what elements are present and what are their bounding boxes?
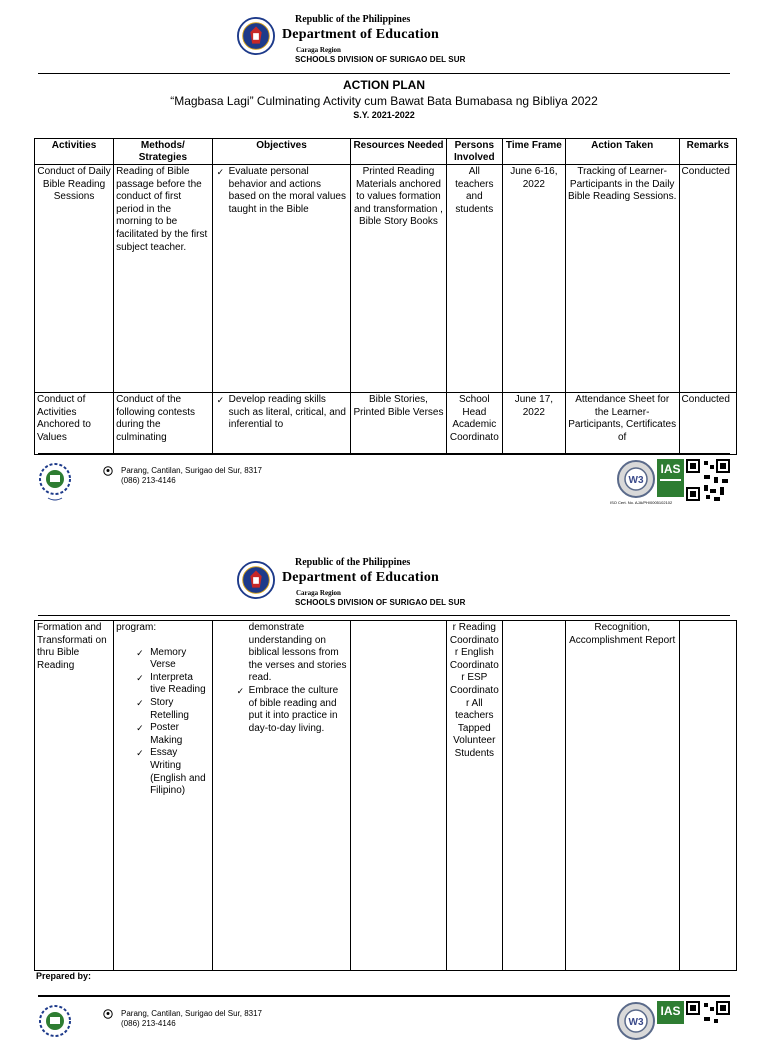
location-icon — [103, 466, 113, 476]
action-plan-table — [34, 138, 737, 455]
division-label: SCHOOLS DIVISION OF SURIGAO DEL SUR — [295, 598, 466, 607]
cell-resources: Bible Stories, Printed Bible Verses — [351, 393, 446, 455]
column-header: Objectives — [212, 139, 351, 165]
division-label: SCHOOLS DIVISION OF SURIGAO DEL SUR — [295, 55, 466, 64]
cell-persons: School Head Academic Coordinato — [446, 393, 502, 455]
objective-item: ✓ Embrace the culture of bible reading and put it into practice in day-to-day living. — [249, 685, 349, 735]
ias-badge — [657, 1001, 684, 1024]
cell-resources — [351, 621, 446, 971]
method-item: ✓ Memory Verse — [150, 647, 210, 672]
phone-text: (086) 213-4146 — [121, 1019, 176, 1028]
method-intro: program: — [116, 622, 157, 633]
region-label: Caraga Region — [296, 46, 341, 54]
cell-persons: r Reading Coordinato r English Coordinato r ESP Coordinato r All teachers Tapped Volunteer Students — [446, 621, 502, 971]
header-divider — [38, 73, 730, 74]
deped-seal-icon — [237, 561, 275, 599]
column-header: Time Frame — [502, 139, 565, 165]
cell-remarks: Conducted — [679, 165, 736, 393]
cell-method: Reading of Bible passage before the conduct of first period in the morning to be facilitated by the first subject teacher. — [114, 165, 213, 393]
cell-time-frame: June 6-16, 2022 — [502, 165, 565, 393]
department-label: Department of Education — [282, 570, 440, 585]
region-label: Caraga Region — [296, 589, 341, 597]
department-label: Department of Education — [282, 27, 440, 42]
column-header: Resources Needed — [351, 139, 446, 165]
table-row — [35, 621, 737, 971]
cell-action-taken: Recognition, Accomplishment Report — [565, 621, 679, 971]
prepared-by-label: Prepared by: — [36, 971, 92, 981]
column-header: Methods/ Strategies — [114, 139, 213, 165]
address-text: Parang, Cantilan, Surigao del Sur, 8317 — [121, 1009, 262, 1018]
objective-item: ✓ Develop reading skills such as literal, critical, and inferential to — [229, 394, 349, 432]
republic-label: Republic of the Philippines — [295, 14, 411, 25]
phone-text: (086) 213-4146 — [121, 476, 176, 485]
location-icon — [103, 1009, 113, 1019]
cell-persons: All teachers and students — [446, 165, 502, 393]
school-logo-icon — [38, 1004, 72, 1044]
cell-method: Conduct of the following contests during the culminating — [114, 393, 213, 455]
column-header: Remarks — [679, 139, 736, 165]
ias-label: IAS — [660, 462, 681, 476]
qr-code-icon — [686, 459, 730, 501]
cell-time-frame — [502, 621, 565, 971]
column-header: Action Taken — [565, 139, 679, 165]
deped-seal-icon — [237, 17, 275, 55]
cell-objectives — [212, 621, 351, 971]
address-text: Parang, Cantilan, Surigao del Sur, 8317 — [121, 466, 262, 475]
ias-label: IAS — [660, 1004, 681, 1018]
school-year: S.Y. 2021-2022 — [353, 110, 415, 120]
header-divider — [38, 615, 730, 616]
iso-cert-number: ISO Cert. No. AJA/PH/0005102102 — [610, 500, 673, 505]
cell-activity: Conduct of Daily Bible Reading Sessions — [35, 165, 114, 393]
cell-remarks — [679, 621, 736, 971]
cell-activity: Conduct of Activities Anchored to Values — [35, 393, 114, 455]
table-header-row — [35, 139, 737, 165]
cell-time-frame: June 17, 2022 — [502, 393, 565, 455]
action-plan-table-continued — [34, 620, 737, 971]
iso-certification-icon — [616, 1001, 656, 1041]
page-title: ACTION PLAN — [343, 78, 425, 92]
method-item: ✓ Poster Making — [150, 722, 210, 747]
cell-activity: Formation and Transformati on thru Bible Reading — [35, 621, 114, 971]
method-item: ✓ Interpreta tive Reading — [150, 672, 210, 697]
column-header: Activities — [35, 139, 114, 165]
cell-action-taken: Tracking of Learner-Participants in the Daily Bible Reading Sessions. — [565, 165, 679, 393]
objective-text: demonstrate understanding on biblical lessons from the verses and stories read. — [248, 622, 347, 684]
objective-item: ✓ Evaluate personal behavior and actions based on the moral values taught in the Bible — [229, 166, 349, 216]
ias-badge — [657, 459, 684, 497]
republic-label: Republic of the Philippines — [295, 557, 411, 568]
column-header: Persons Involved — [446, 139, 502, 165]
table-row — [35, 393, 737, 455]
method-item: ✓ Story Retelling — [150, 697, 210, 722]
cell-remarks: Conducted — [679, 393, 736, 455]
cell-method — [114, 621, 213, 971]
cell-action-taken: Attendance Sheet for the Learner-Participants, Certificates of — [565, 393, 679, 455]
footer-divider — [38, 453, 730, 455]
footer-divider — [38, 995, 730, 997]
svg-text:W3: W3 — [628, 475, 644, 486]
activity-title: “Magbasa Lagi” Culminating Activity cum Bawat Bata Bumabasa ng Bibliya 2022 — [170, 94, 598, 108]
iso-certification-icon — [616, 459, 656, 499]
cell-objectives — [212, 393, 351, 455]
method-item: ✓ Essay Writing (English and Filipino) — [150, 747, 210, 797]
qr-code-icon — [686, 1001, 730, 1024]
svg-text:W3: W3 — [628, 1017, 644, 1028]
school-logo-icon — [38, 462, 72, 502]
cell-resources: Printed Reading Materials anchored to values formation and transformation , Bible Story Books — [351, 165, 446, 393]
table-row — [35, 165, 737, 393]
cell-objectives — [212, 165, 351, 393]
